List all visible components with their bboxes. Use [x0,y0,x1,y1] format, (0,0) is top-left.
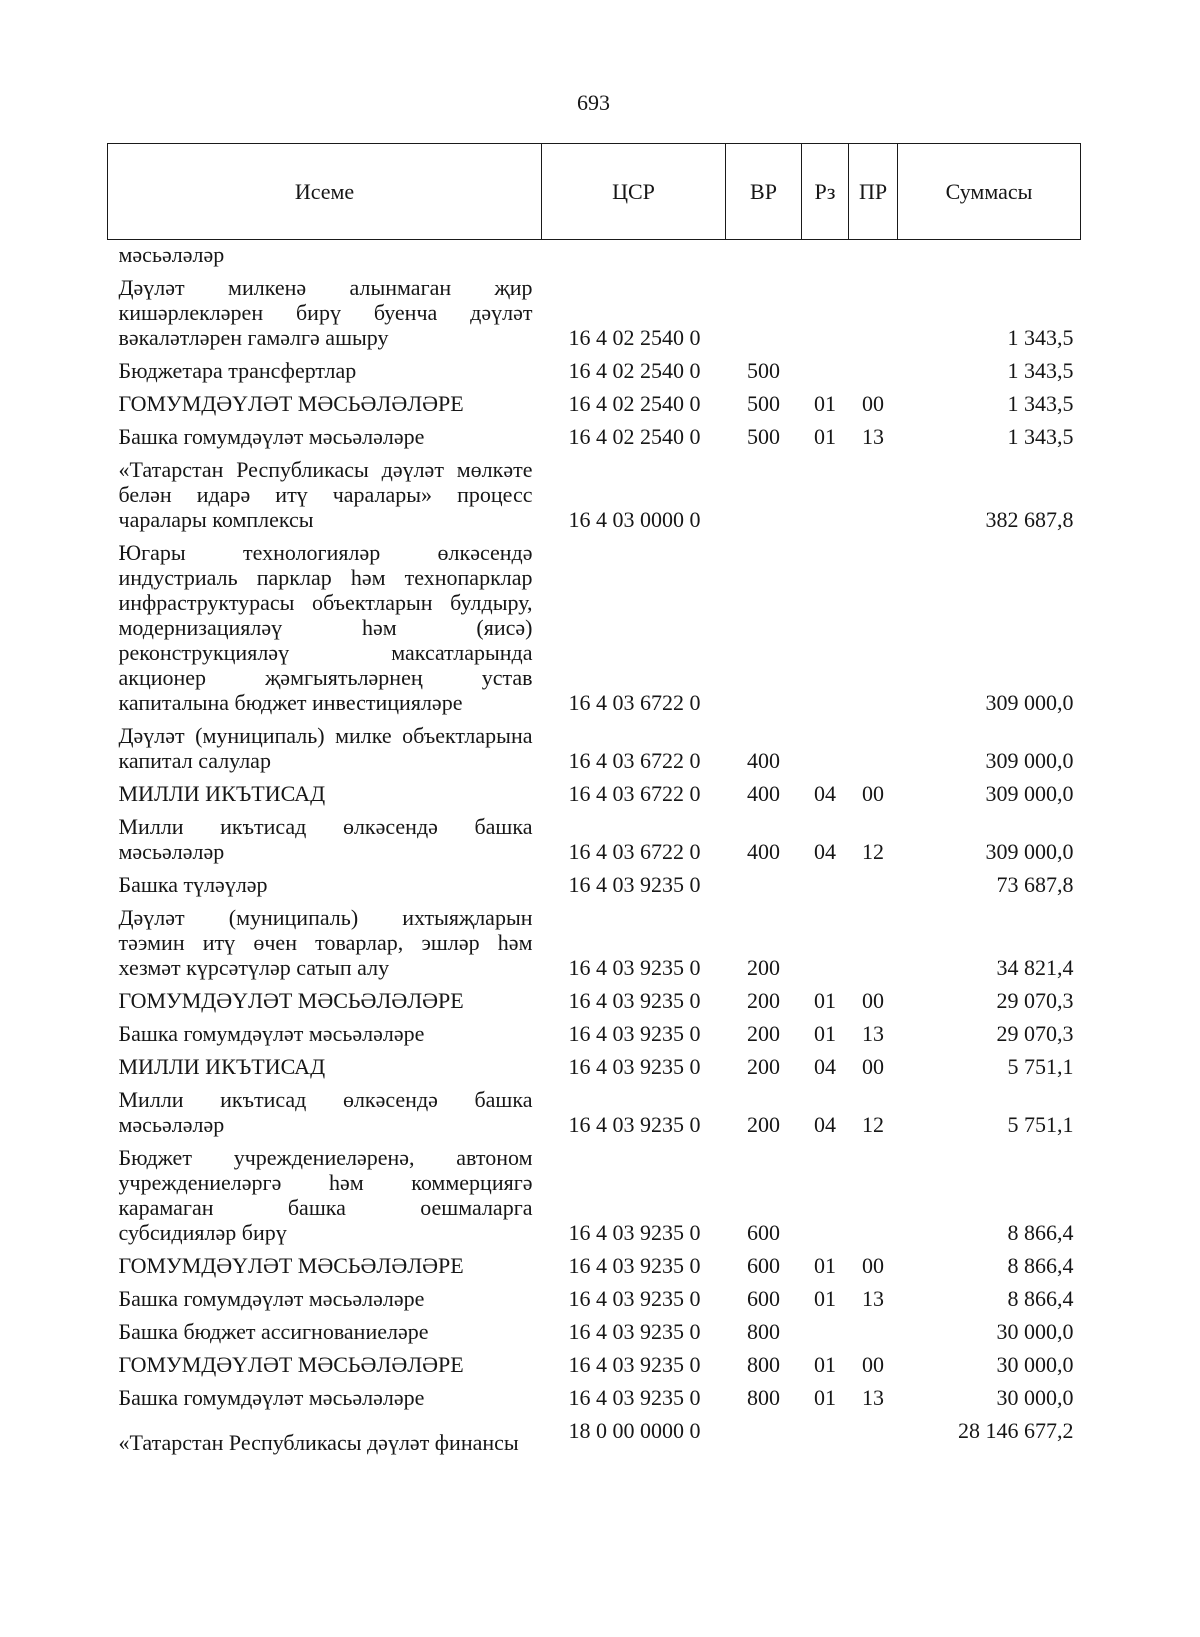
header-subsection: ПР [849,144,898,240]
section-code: 01 [814,1352,836,1377]
item-name [108,806,542,864]
amount: 8 866,4 [1007,1286,1074,1311]
item-name-line: карамаган башка оешмаларга [118,1195,533,1220]
subsection-code [849,449,898,532]
item-name-line: учреждениеләргә һәм коммерциягә [118,1170,533,1195]
item-name [108,715,542,773]
table-body [108,240,1081,1456]
table-row [108,449,1081,532]
item-name [108,897,542,980]
table-row [108,1046,1081,1079]
subsection-code [849,267,898,350]
amount: 8 866,4 [1007,1220,1074,1245]
section-code [802,240,849,268]
expense-type-code: 200 [747,1021,780,1046]
item-name [108,1311,542,1344]
subsection-code [849,897,898,980]
header-section: Рз [802,144,849,240]
item-name [108,864,542,897]
table-row [108,532,1081,715]
expense-type-code: 500 [747,358,780,383]
amount: 28 146 677,2 [958,1418,1074,1443]
amount: 29 070,3 [996,1021,1074,1046]
item-name-line: Бюджет учреждениеләренә, автоном [118,1145,533,1170]
table-row [108,1410,1081,1455]
budget-table [107,143,1081,1455]
section-code: 01 [814,1021,836,1046]
item-name [108,1377,542,1410]
table-row [108,773,1081,806]
amount: 309 000,0 [985,839,1074,864]
expense-type-code: 500 [747,391,780,416]
section-code [802,864,849,897]
item-name-line: модернизацияләү һәм (яисә) [118,615,533,640]
subsection-code [849,864,898,897]
section-code: 01 [814,391,836,416]
item-name-line: Милли икътисад өлкәсендә башка [118,1087,533,1112]
expense-type-code: 600 [747,1253,780,1278]
target-article-code: 16 4 03 6722 0 [568,839,701,864]
header-expense-type: ВР [726,144,802,240]
target-article-code: 18 0 00 0000 0 [568,1418,701,1443]
table-row [108,1137,1081,1245]
item-name-line: инфраструктурасы объектларын булдыру, [118,590,533,615]
subsection-code [849,1137,898,1245]
target-article-code: 16 4 03 9235 0 [568,1021,701,1046]
table-row [108,1311,1081,1344]
item-name [108,1046,542,1079]
item-name-line: вәкаләтләрен гамәлгә ашыру [118,325,389,350]
expense-type-code: 200 [747,988,780,1013]
expense-type-code: 600 [747,1286,780,1311]
amount: 30 000,0 [996,1352,1074,1377]
expense-type-code: 400 [747,839,780,864]
target-article-code: 16 4 02 2540 0 [568,325,701,350]
item-name [108,383,542,416]
item-name-line: Башка гомумдәүләт мәсьәләләре [118,1021,425,1046]
expense-type-code: 200 [747,1112,780,1137]
target-article-code: 16 4 03 6722 0 [568,690,701,715]
target-article-code: 16 4 03 9235 0 [568,988,701,1013]
subsection-code [849,715,898,773]
item-name-line: Башка түләүләр [118,872,268,897]
subsection-code: 00 [862,391,884,416]
section-code: 01 [814,1253,836,1278]
table-row [108,864,1081,897]
item-name-line: капиталына бюджет инвестицияләре [118,690,463,715]
amount: 382 687,8 [985,507,1074,532]
section-code [802,350,849,383]
amount: 30 000,0 [996,1319,1074,1344]
target-article-code: 16 4 03 9235 0 [568,1112,701,1137]
item-name-line: МИЛЛИ ИКЪТИСАД [118,781,326,806]
amount: 30 000,0 [996,1385,1074,1410]
item-name [108,240,542,268]
item-name [108,532,542,715]
expense-type-code [726,449,802,532]
table-row [108,1013,1081,1046]
table-row [108,1079,1081,1137]
subsection-code: 13 [862,1385,884,1410]
item-name-line: Башка гомумдәүләт мәсьәләләре [118,1286,425,1311]
target-article-code: 16 4 03 9235 0 [568,1385,701,1410]
target-article-code: 16 4 03 9235 0 [568,1054,701,1079]
table-row [108,267,1081,350]
table-row [108,715,1081,773]
expense-type-code: 400 [747,748,780,773]
item-name [108,1013,542,1046]
target-article-code: 16 4 02 2540 0 [568,391,701,416]
subsection-code: 13 [862,424,884,449]
item-name-line: Башка гомумдәүләт мәсьәләләре [118,1385,425,1410]
amount: 1 343,5 [1007,424,1074,449]
item-name [108,980,542,1013]
target-article-code: 16 4 02 2540 0 [568,358,701,383]
subsection-code: 00 [862,1253,884,1278]
section-code [802,1311,849,1344]
item-name [108,1278,542,1311]
subsection-code: 00 [862,1054,884,1079]
item-name-line: ГОМУМДӘҮЛӘТ МӘСЬӘЛӘЛӘРЕ [118,1253,464,1278]
section-code: 01 [814,424,836,449]
amount: 5 751,1 [1007,1054,1074,1079]
item-name [108,1344,542,1377]
amount: 1 343,5 [1007,325,1074,350]
section-code: 04 [814,781,836,806]
item-name [108,350,542,383]
item-name-line: индустриаль парклар һәм технопарклар [118,565,533,590]
expense-type-code: 200 [747,1054,780,1079]
item-name-line: Милли икътисад өлкәсендә башка [118,814,533,839]
table-row [108,240,1081,268]
item-name-line: ГОМУМДӘҮЛӘТ МӘСЬӘЛӘЛӘРЕ [118,1352,464,1377]
expense-type-code: 500 [747,424,780,449]
section-code: 01 [814,1385,836,1410]
target-article-code: 16 4 03 6722 0 [568,781,701,806]
amount: 73 687,8 [996,872,1074,897]
subsection-code [849,240,898,268]
item-name [108,449,542,532]
page-number: 693 [577,90,610,115]
item-name-line: Бюджетара трансфертлар [118,358,357,383]
item-name [108,1137,542,1245]
item-name-line: МИЛЛИ ИКЪТИСАД [118,1054,326,1079]
header-target-article: ЦСР [542,144,726,240]
table-row [108,383,1081,416]
amount: 309 000,0 [985,748,1074,773]
item-name-line: ГОМУМДӘҮЛӘТ МӘСЬӘЛӘЛӘРЕ [118,988,464,1013]
amount: 8 866,4 [1007,1253,1074,1278]
section-code: 01 [814,988,836,1013]
subsection-code [849,532,898,715]
item-name-line: субсидияләр бирү [118,1220,287,1245]
amount: 1 343,5 [1007,358,1074,383]
subsection-code: 12 [862,1112,884,1137]
target-article-code: 16 4 03 9235 0 [568,1352,701,1377]
expense-type-code: 400 [747,781,780,806]
item-name [108,267,542,350]
section-code [802,897,849,980]
amount: 34 821,4 [996,955,1074,980]
subsection-code [849,350,898,383]
item-name-line: реконструкцияләү максатларында [118,640,533,665]
subsection-code: 12 [862,839,884,864]
header-row [108,144,1081,240]
item-name [108,1079,542,1137]
header-name: Исеме [108,144,542,240]
item-name-line: чаралары комплексы [118,507,314,532]
header-amount: Суммасы [898,144,1081,240]
item-name [108,416,542,449]
subsection-code: 13 [862,1021,884,1046]
table-row [108,897,1081,980]
target-article-code: 16 4 03 9235 0 [568,1286,701,1311]
item-name-line: Башка бюджет ассигнованиеләре [118,1319,429,1344]
item-name-line: ГОМУМДӘҮЛӘТ МӘСЬӘЛӘЛӘРЕ [118,391,464,416]
item-name-line: хезмәт күрсәтүләр сатып алу [118,955,390,980]
amount [898,240,1081,268]
expense-type-code: 800 [747,1385,780,1410]
amount: 309 000,0 [985,690,1074,715]
subsection-code [849,1410,898,1455]
subsection-code [849,1311,898,1344]
item-name-line: мәсьәләләр [118,1112,225,1137]
expense-type-code: 200 [747,955,780,980]
expense-type-code [726,240,802,268]
item-name-line: Дәүләт (муниципаль) милке объектларына [118,723,533,748]
target-article-code: 16 4 03 9235 0 [568,1220,701,1245]
item-name-line: «Татарстан Республикасы дәүләт мөлкәте [118,457,533,482]
expense-type-code: 800 [747,1352,780,1377]
section-code: 04 [814,1054,836,1079]
expense-type-code: 800 [747,1319,780,1344]
section-code [802,715,849,773]
expense-type-code [726,1410,802,1455]
table-row [108,1377,1081,1410]
section-code [802,1137,849,1245]
target-article-code: 16 4 02 2540 0 [568,424,701,449]
subsection-code: 00 [862,781,884,806]
item-name-line: Башка гомумдәүләт мәсьәләләре [118,424,425,449]
amount: 309 000,0 [985,781,1074,806]
table-header [108,144,1081,240]
subsection-code: 00 [862,1352,884,1377]
section-code [802,1410,849,1455]
item-name-line: белән идарә итү чаралары» процесс [118,482,533,507]
target-article-code [542,240,726,268]
item-name-line: Дәүләт (муниципаль) ихтыяҗларын [118,905,533,930]
section-code [802,267,849,350]
target-article-code: 16 4 03 9235 0 [568,1253,701,1278]
amount: 1 343,5 [1007,391,1074,416]
target-article-code: 16 4 03 9235 0 [568,1319,701,1344]
item-name-line: капитал салулар [118,748,271,773]
target-article-code: 16 4 03 6722 0 [568,748,701,773]
item-name-line: тәэмин итү өчен товарлар, эшләр һәм [118,930,533,955]
section-code: 04 [814,1112,836,1137]
table-row [108,1344,1081,1377]
table-row [108,980,1081,1013]
item-name-line: акционер җәмгыятьләрнең устав [118,665,533,690]
section-code: 01 [814,1286,836,1311]
amount: 5 751,1 [1007,1112,1074,1137]
expense-type-code [726,864,802,897]
section-code: 04 [814,839,836,864]
section-code [802,449,849,532]
table-row [108,1245,1081,1278]
item-name-line: «Татарстан Республикасы дәүләт финансы [118,1430,519,1455]
target-article-code: 16 4 03 0000 0 [568,507,701,532]
item-name-line: Югары технологияләр өлкәсендә [118,540,533,565]
expense-type-code [726,267,802,350]
table-row [108,350,1081,383]
item-name [108,773,542,806]
expense-type-code [726,532,802,715]
item-name-line: Дәүләт милкенә алынмаган җир [118,275,533,300]
subsection-code: 13 [862,1286,884,1311]
item-name-line: кишәрлекләрен бирү буенча дәүләт [118,300,533,325]
expense-type-code: 600 [747,1220,780,1245]
target-article-code: 16 4 03 9235 0 [568,955,701,980]
section-code [802,532,849,715]
target-article-code: 16 4 03 9235 0 [568,872,701,897]
amount: 29 070,3 [996,988,1074,1013]
table-row [108,806,1081,864]
table-row [108,416,1081,449]
item-name-line: мәсьәләләр [118,839,225,864]
table-row [108,1278,1081,1311]
subsection-code: 00 [862,988,884,1013]
item-name [108,1410,542,1455]
item-name-line: мәсьәләләр [118,242,225,267]
item-name [108,1245,542,1278]
